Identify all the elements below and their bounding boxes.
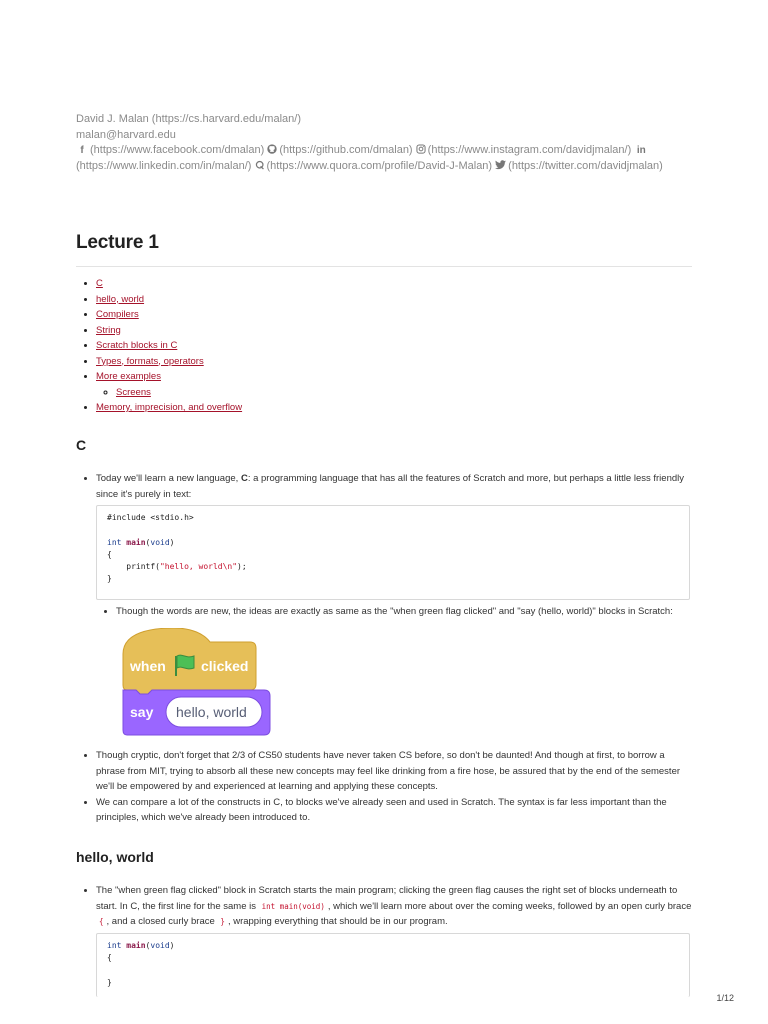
toc-item — [96, 369, 242, 400]
facebook-icon: f — [80, 145, 84, 156]
toc-link-string[interactable]: String — [96, 324, 121, 336]
social-links — [76, 143, 692, 174]
toc-item — [96, 338, 242, 354]
author-info — [76, 112, 692, 174]
toc-item — [96, 400, 242, 416]
quora-link[interactable]: (https://www.quora.com/profile/David-J-Malan) — [266, 159, 493, 172]
toc-link-more-examples[interactable]: More examples — [96, 371, 161, 382]
code-block-main: int main(void) { } — [96, 933, 690, 997]
quora-icon — [255, 160, 265, 170]
list-item: • Though cryptic, don't forget that 2/3 of CS50 students have never taken CS before, so don't be daunted! And though at first, to borrow a phrase from MIT, trying to absorb all these new concepts may feel like drinking from a fire hose, be assured that by the end of the semester we'll be empowered by and experienced at learning and applying these concepts. — [96, 748, 692, 795]
when-label: when — [130, 658, 166, 674]
list-item: • We can compare a lot of the constructs in C, to blocks we've already seen and used in Scratch. The syntax is far less important than the principles, which we've already been introduced to. — [96, 795, 692, 826]
linkedin-link[interactable]: (https://www.linkedin.com/in/malan/) — [76, 159, 252, 172]
section-hello-intro — [76, 883, 692, 930]
linkedin-icon: in — [636, 145, 646, 156]
page-number: 1/12 — [716, 993, 734, 1003]
toc-link-c[interactable]: C — [96, 278, 103, 289]
toc-item — [96, 323, 242, 339]
facebook-link[interactable]: (https://www.facebook.com/dmalan) — [90, 144, 265, 156]
say-label: say — [130, 704, 154, 720]
toc-item — [96, 276, 242, 292]
list-item: • The "when green flag clicked" block in Scratch starts the main program; clicking the green flag causes the right set of blocks underneath to start. In C, the first line for the same is int main(void) , which we'll learn more about over the coming weeks, followed by an open curly brace { , and a closed curly brace } , wrapping everything that should be in our program. — [96, 883, 692, 930]
scratch-blocks-image — [122, 628, 272, 736]
github-link[interactable]: (https://github.com/dmalan) — [279, 144, 413, 156]
toc-item — [96, 307, 242, 323]
section-heading-c: C — [76, 437, 87, 453]
code-block-hello: #include <stdio.h> int main(void) { printf("hello, world\n"); } — [96, 505, 690, 600]
list-item: • Today we'll learn a new language, C: a programming language that has all the features of Scratch and more, but perhaps a little less friendly since it's purely in text: — [96, 471, 692, 502]
twitter-icon — [495, 160, 506, 170]
author-name: David J. Malan (https://cs.harvard.edu/malan/) — [76, 113, 301, 125]
toc-link-screens[interactable]: Screens — [116, 386, 151, 398]
twitter-link[interactable]: (https://twitter.com/davidjmalan) — [508, 159, 663, 172]
instagram-link[interactable]: (https://www.instagram.com/davidjmalan/) — [427, 144, 632, 156]
scratch-comparison — [96, 604, 692, 620]
toc-link-types[interactable]: Types, formats, operators — [96, 355, 204, 367]
toc-link-memory[interactable]: Memory, imprecision, and overflow — [96, 402, 243, 413]
section-c-notes — [76, 748, 692, 826]
github-icon — [267, 144, 277, 154]
author-email: malan@harvard.edu — [76, 128, 176, 141]
list-item: • Though the words are new, the ideas are exactly as same as the "when green flag clicked" and "say (hello, world)" blocks in Scratch: — [116, 604, 692, 620]
section-c-intro — [76, 471, 692, 502]
toc-subitem — [116, 385, 242, 401]
title-divider — [76, 266, 692, 267]
clicked-label: clicked — [201, 658, 249, 674]
toc-item — [96, 292, 242, 308]
toc-item — [96, 354, 242, 370]
table-of-contents — [76, 276, 242, 416]
toc-link-compilers[interactable]: Compilers — [96, 309, 139, 320]
say-input-text: hello, world — [176, 704, 247, 720]
toc-link-scratch-blocks[interactable]: Scratch blocks in C — [96, 340, 178, 351]
section-heading-hello-world: hello, world — [76, 849, 154, 865]
instagram-icon — [416, 144, 426, 154]
toc-link-hello-world[interactable]: hello, world — [96, 293, 145, 305]
lecture-title: Lecture 1 — [76, 232, 159, 253]
